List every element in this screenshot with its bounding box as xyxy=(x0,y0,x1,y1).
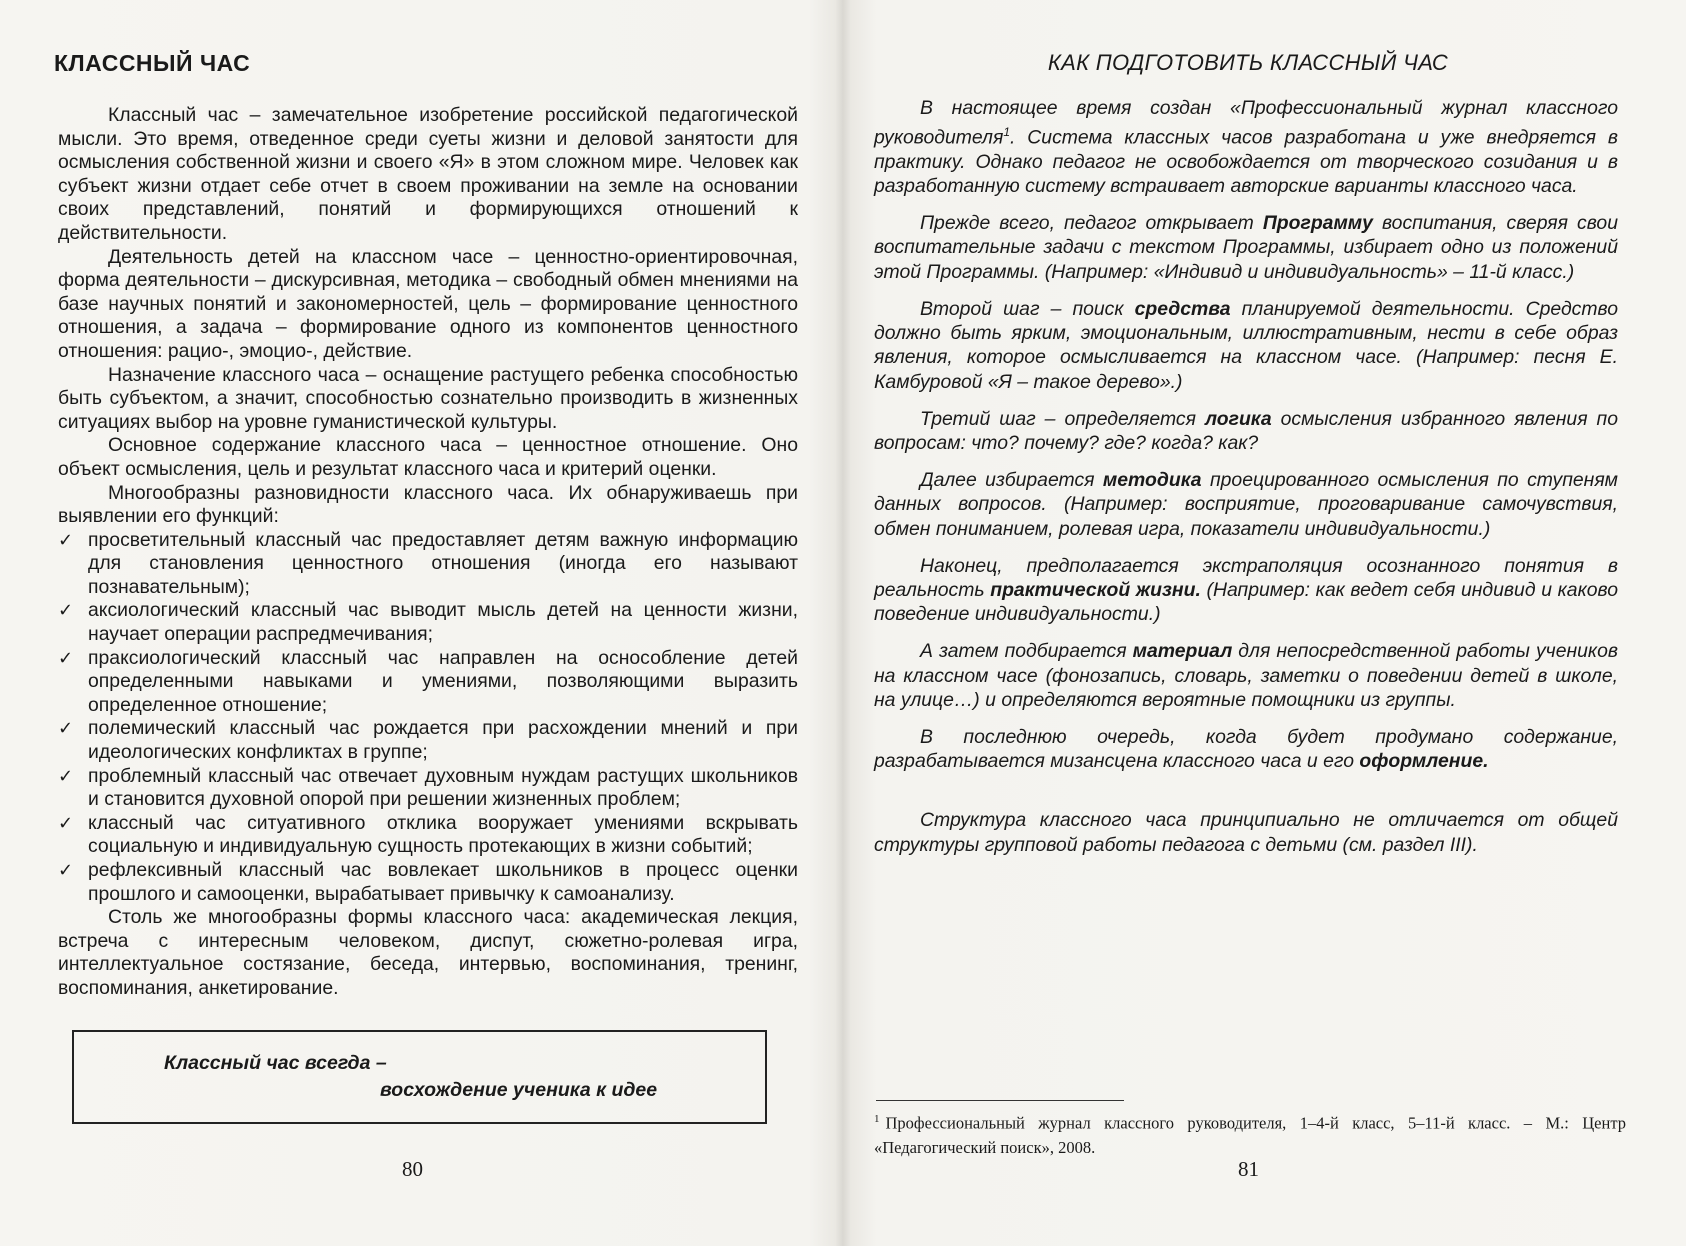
list-item: ✓ просветительный классный час предоставляет детям важную информацию для становления ценностного отношения (иногда его называют познавательным); xyxy=(58,528,798,598)
checkmark-icon: ✓ xyxy=(58,529,74,550)
left-page xyxy=(48,0,808,1246)
list-item: ✓ полемический классный час рождается при расхождении мнений и при идеологических конфликтах в группе; xyxy=(58,717,798,764)
right-page-title: КАК ПОДГОТОВИТЬ КЛАССНЫЙ ЧАС xyxy=(1047,50,1449,75)
footnote-divider xyxy=(876,1100,1124,1101)
checkmark-icon: ✓ xyxy=(58,812,74,833)
list-item: ✓ праксиологический классный час направлен на оснособление детей определенными навыками и умениями, позволяющими выразить определенное отношение; xyxy=(58,646,798,716)
checkmark-icon: ✓ xyxy=(58,600,74,621)
quote-box xyxy=(72,1030,767,1124)
list-item: ✓ проблемный классный час отвечает духовным нуждам растущих школьников и становится духовной опорой при решении жизненных проблем; xyxy=(58,764,798,811)
list-item: ✓ рефлексивный классный час вовлекает школьников в процесс оценки прошлого и самооценки, вырабатывает привычку к самоанализу. xyxy=(58,859,798,905)
right-page-body xyxy=(874,96,1618,870)
quote-line-1: Классный час всегда – xyxy=(164,1052,387,1074)
book-gutter xyxy=(835,0,851,1246)
paragraph-logic: Третий шаг – определяется логика осмысления избранного явления по вопросам: что? почему? где? когда? как? xyxy=(874,407,1618,454)
paragraph-content: Основное содержание классного часа – ценностное отношение. Оно объект осмысления, цель и результат классного часа и критерий оценки. xyxy=(58,434,798,480)
checkmark-icon: ✓ xyxy=(58,718,74,739)
checkmark-icon: ✓ xyxy=(58,860,74,880)
list-item: ✓ классный час ситуативного отклика вооружает умениями вскрывать социальную и индивидуальную сущность протекающих в жизни событий; xyxy=(58,811,798,858)
paragraph-journal: В настоящее время создан «Профессиональный журнал классного руководителя$^1$. Система классных часов разработана и уже внедряется в практику. Однако педагог не освобождается от творческого созидания и в разработанную систему встраивает авторские варианты классного часа. xyxy=(874,97,1618,198)
paragraph-method: Далее избирается методика проецированного осмысления по ступеням данных вопросов. (Например: восприятие, проговаривание самочувствия, обмен пониманием, ролевая игра, показатели индивидуальности.) xyxy=(874,469,1618,540)
paragraph-purpose: Назначение классного часа – оснащение растущего ребенка способностью быть субъектом, а значит, способностью сознательно производить в жизненных ситуациях выбор на уровне гуманистической культуры. xyxy=(58,363,798,433)
paragraph-design: В последнюю очередь, когда будет продумано содержание, разрабатывается мизансцена классного часа и его оформление. xyxy=(874,725,1618,773)
list-item: ✓ аксиологический классный час выводит мысль детей на ценности жизни, научает операции распредмечивания; xyxy=(58,599,798,646)
paragraph-material: А затем подбирается материал для непосредственной работы учеников на классном часе (фонозапись, словарь, заметки о поведении детей в школе, на улице…) и определяются вероятные помощники из группы. xyxy=(874,640,1618,711)
paragraph-program: Прежде всего, педагог открывает Программу воспитания, сверяя свои воспитательные задачи с текстом Программы, избирает одно из положений этой Программы. (Например: «Индивид и индивидуальность» – 11-й класс.) xyxy=(874,212,1618,283)
paragraph-forms: Столь же многообразны формы классного часа: академическая лекция, встреча с интересным человеком, диспут, сюжетно-ролевая игра, интеллектуальное состязание, беседа, интервью, воспоминания, тренинг, воспоминания, анкетирование. xyxy=(58,906,798,999)
footnote-ref[interactable]: 1 xyxy=(1003,125,1011,140)
right-page xyxy=(868,0,1628,1246)
functions-list xyxy=(58,529,798,907)
checkmark-icon: ✓ xyxy=(58,765,74,786)
paragraph-means: Второй шаг – поиск средства планируемой деятельности. Средство должно быть ярким, эмоциональным, иллюстративным, нести в себе образ явления, которое осмысливается на классном часе. (Например: песня Е. Камбуровой «Я – такое дерево».) xyxy=(874,297,1618,393)
left-page-title: КЛАССНЫЙ ЧАС xyxy=(54,50,251,76)
paragraph-practice: Наконец, предполагается экстраполяция осознанного понятия в реальность практической жизни. (Например: как ведет себя индивид и каково поведение индивидуальности.) xyxy=(874,554,1619,626)
paragraph-activity: Деятельность детей на классном часе – ценностно-ориентировочная, форма деятельности – дискурсивная, методика – свободный обмен мнениями на базе научных понятий и закономерностей, цель – формирование ценностного отношения, а задача – формирование одного из компонентов ценностного отношения: рацио-, эмоцио-, действие. xyxy=(58,245,798,362)
checkmark-icon: ✓ xyxy=(58,647,74,668)
page-number-right: 81 xyxy=(1238,1157,1259,1181)
paragraph-structure: Структура классного часа принципиально не отличается от общей структуры групповой работы педагога с детьми (см. раздел III). xyxy=(874,809,1618,856)
quote-line-2: восхождение ученика к идее xyxy=(380,1079,658,1101)
footnote: $^1$ Профессиональный журнал классного руководителя, 1–4-й класс, 5–11-й класс. – М.: Центр «Педагогический поиск», 2008. xyxy=(874,1113,1626,1157)
left-page-body xyxy=(58,104,798,1001)
paragraph-varieties: Многообразны разновидности классного часа. Их обнаруживаешь при выявлении его функций: xyxy=(58,481,798,528)
page-number-left: 80 xyxy=(402,1157,423,1181)
paragraph-definition: Классный час – замечательное изобретение российской педагогической мысли. Это время, отведенное среди суеты жизни и деловой занятости для осмысления собственной жизни и своего «Я» в этом сложном мире. Человек как субъект жизни отдает себе отчет в своем проживании на земле на основании своих представлений, понятий и формирующихся отношений к действительности. xyxy=(58,104,798,244)
